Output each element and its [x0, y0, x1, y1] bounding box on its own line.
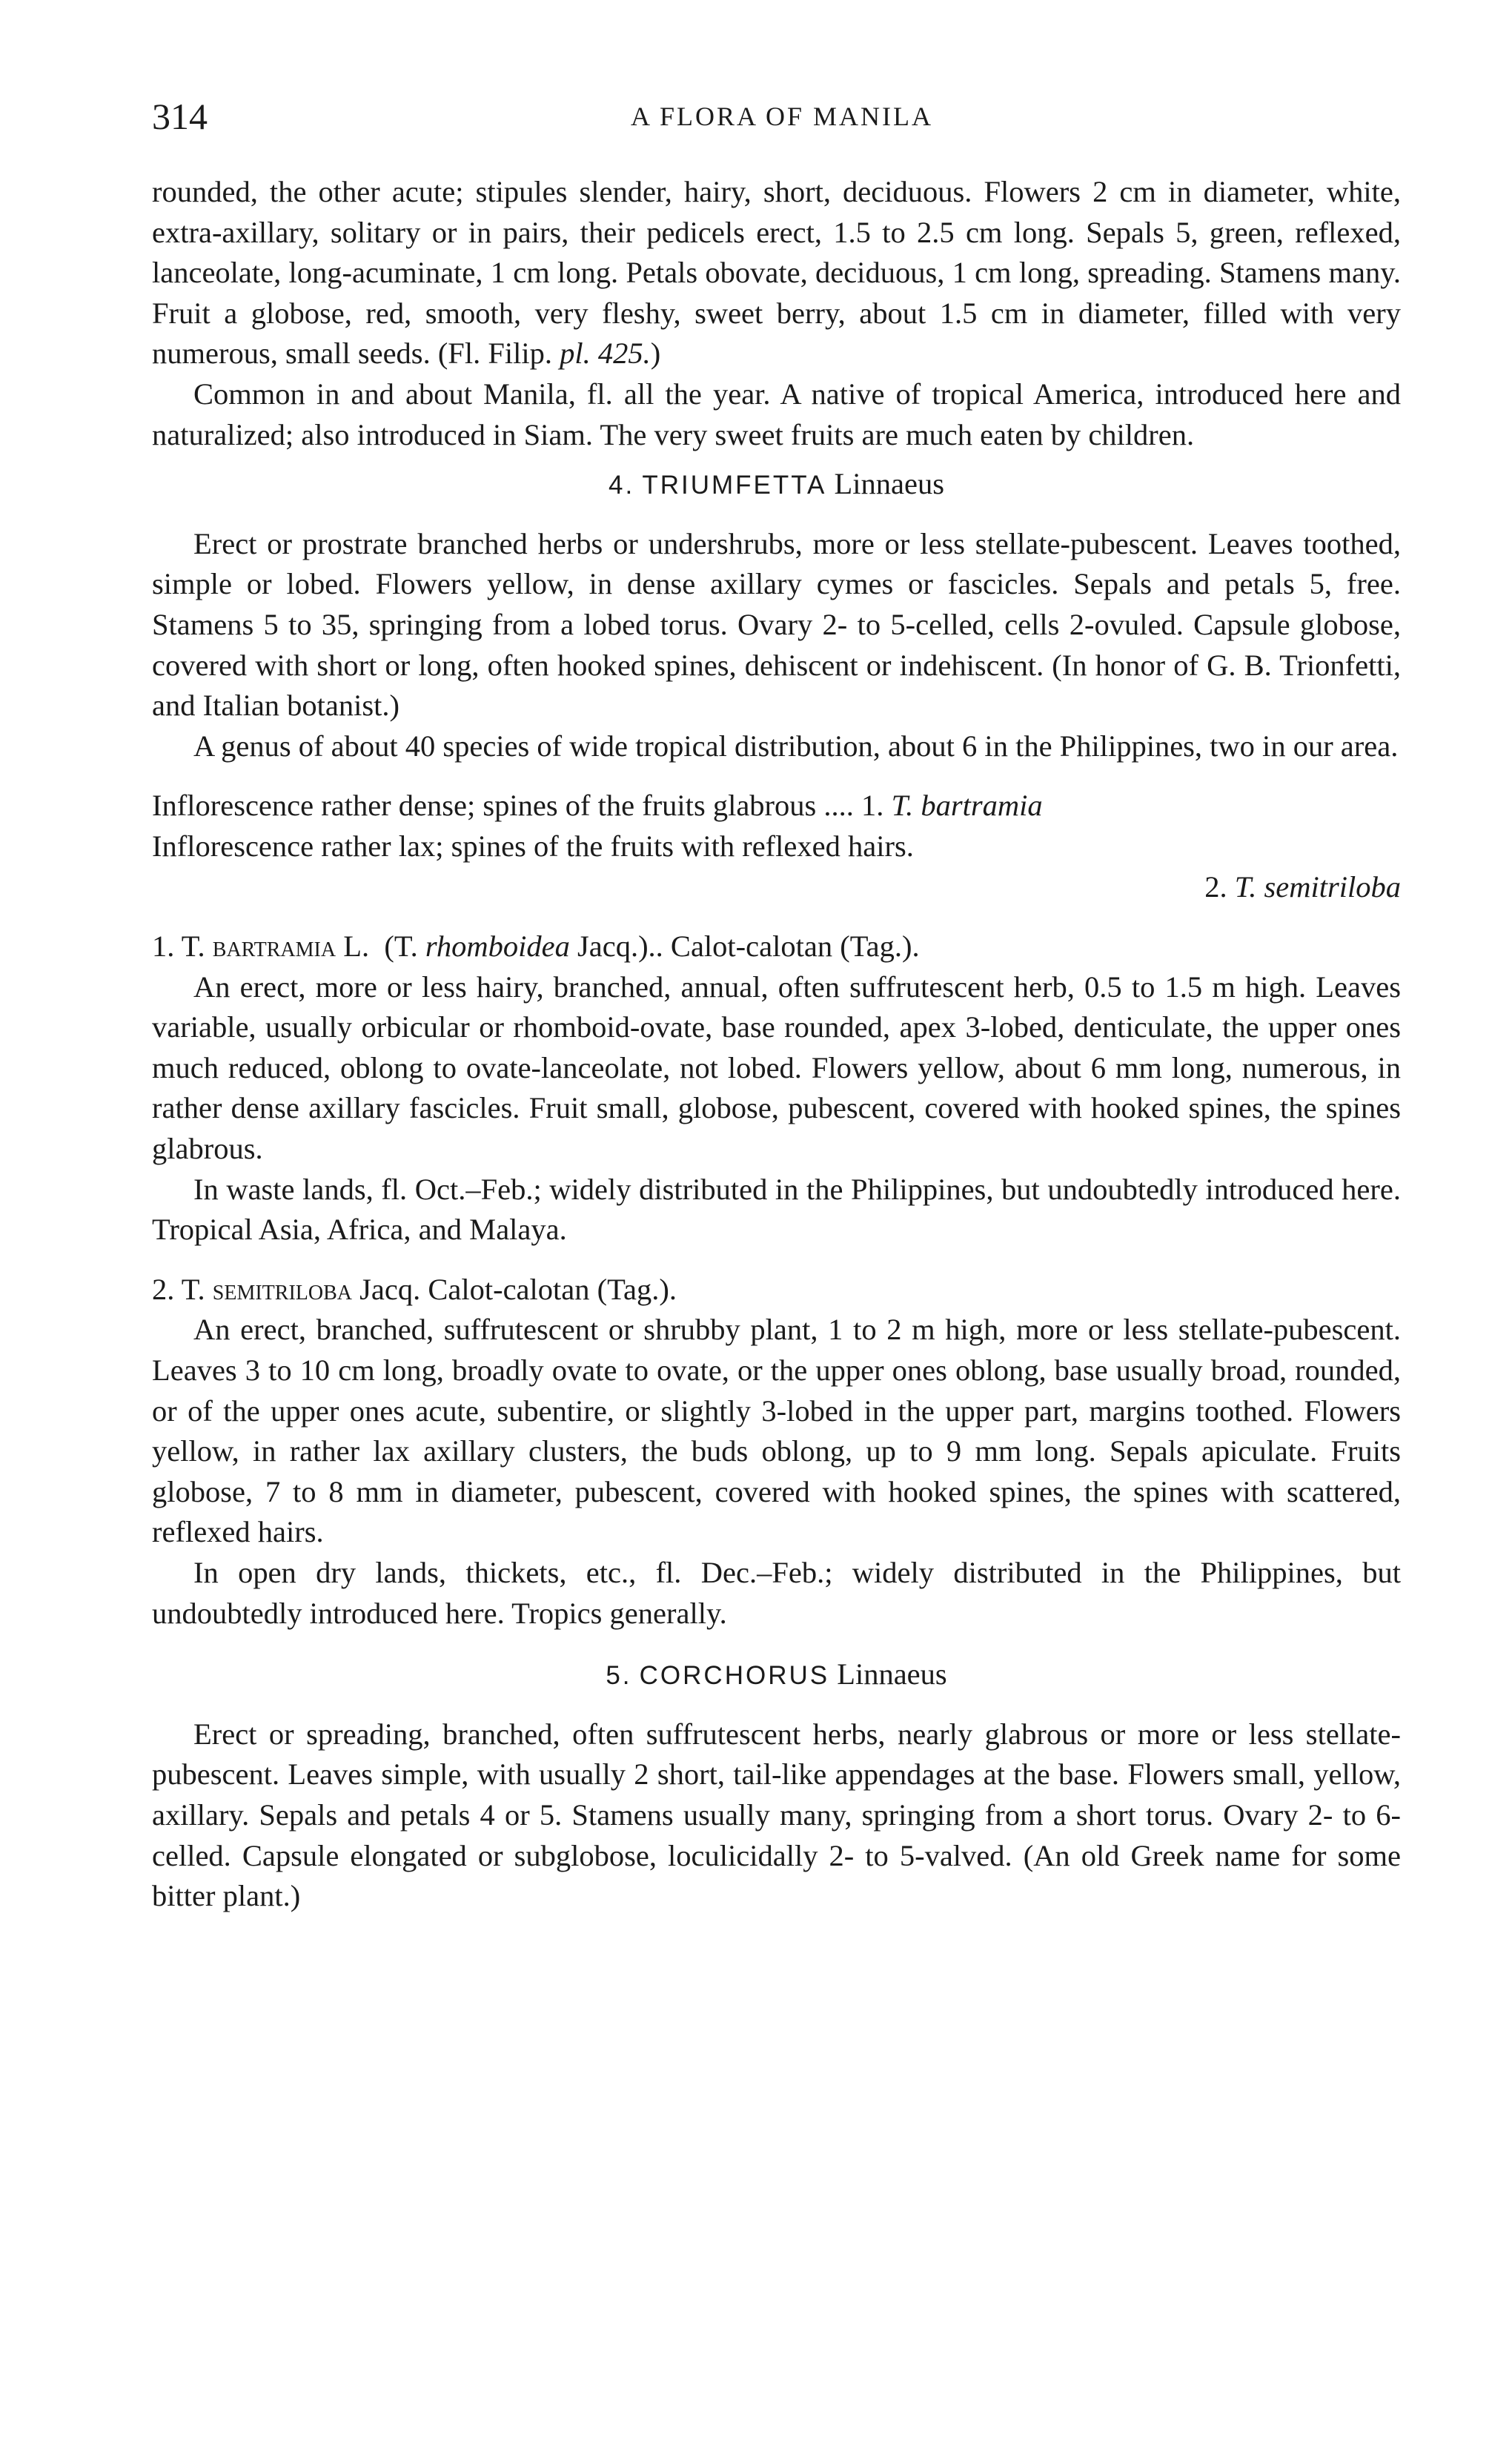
species-key: [152, 786, 1401, 907]
species-description-semitriloba: An erect, branched, suffrutescent or shrubby plant, 1 to 2 m high, more or less stellate-pubescent. Leaves 3 to 10 cm long, broadly ovate to ovate, or the upper ones oblong, base usually broad, rounded, or of the upper ones acute, subentire, or slightly 3-lobed in the upper part, margins toothed. Flowers yellow, in rather lax axillary clusters, the buds oblong, up to 9 mm long. Sepals apiculate. Fruits globose, 7 to 8 mm in diameter, pubescent, covered with hooked spines, the spines with scattered, reflexed hairs.: [152, 1313, 1401, 1549]
synonym-name: rhomboidea: [425, 929, 570, 964]
paren-close: ): [650, 337, 661, 371]
key-line-2-target: [152, 867, 1401, 908]
synonym-close: Jacq.).. Calot-calotan (Tag.).: [577, 929, 920, 964]
genus-name: CORCHORUS: [639, 1661, 830, 1691]
synonym-open: (T.: [384, 929, 418, 964]
genus-author: Linnaeus: [837, 1657, 947, 1691]
page-body: [152, 172, 1401, 1917]
plate-reference: pl. 425.: [560, 337, 651, 371]
species-number: 2. T.: [152, 1272, 205, 1306]
genus-author: Linnaeus: [834, 467, 944, 501]
species-heading-semitriloba: [152, 1270, 1401, 1310]
species-epithet: bartramia: [212, 929, 336, 964]
continued-description: [152, 172, 1401, 374]
page-number: 314: [152, 96, 208, 137]
genus-description-corchorus: Erect or spreading, branched, often suffrutescent herbs, nearly glabrous or more or less stellate-pubescent. Leaves simple, with usually 2 short, tail-like appendages at the base. Flowers small, yellow, axillary. Sepals and petals 4 or 5. Stamens usually many, springing from a short torus. Ovary 2- to 6-celled. Capsule elongated or subglobose, loculicidally 2- to 5-valved. (An old Greek name for some bitter plant.): [152, 1717, 1401, 1913]
key-line-2: Inflorescence rather lax; spines of the fruits with reflexed hairs.: [152, 829, 914, 863]
species-author: L.: [343, 929, 370, 964]
genus-number: 4.: [609, 471, 635, 500]
genus-heading-triumfetta: [152, 464, 1401, 506]
habitat-paragraph: Common in and about Manila, fl. all the year. A native of tropical America, introduced here and naturalized; also introduced in Siam. The very sweet fruits are much eaten by children.: [152, 377, 1401, 451]
key-line-1-taxon: T. bartramia: [891, 789, 1043, 823]
key-line-2-taxon: T. semitriloba: [1234, 869, 1401, 904]
species-habitat-bartramia: In waste lands, fl. Oct.–Feb.; widely distributed in the Philippines, but undoubtedly introduced here. Tropical Asia, Africa, and Malaya.: [152, 1172, 1401, 1247]
genus-description-triumfetta: Erect or prostrate branched herbs or undershrubs, more or less stellate-pubescent. Leaves toothed, simple or lobed. Flowers yellow, in dense axillary cymes or fascicles. Sepals and petals 5, free. Stamens 5 to 35, springing from a lobed torus. Ovary 2- to 5-celled, cells 2-ovuled. Capsule globose, covered with short or long, often hooked spines, dehiscent or indehiscent. (In honor of G. B. Trionfetti, and Italian botanist.): [152, 526, 1401, 723]
running-title: A FLORA OF MANILA: [630, 102, 934, 131]
genus-name: TRIUMFETTA: [642, 471, 827, 500]
key-line-1: [152, 786, 1401, 826]
genus-number: 5.: [606, 1661, 632, 1691]
species-author-common: Jacq. Calot-calotan (Tag.).: [359, 1272, 677, 1306]
key-line-1-text: Inflorescence rather dense; spines of the fruits glabrous .... 1.: [152, 789, 884, 823]
genus-distribution-triumfetta: A genus of about 40 species of wide tropical distribution, about 6 in the Philippines, two in our area.: [193, 729, 1399, 763]
key-line-2-ref: 2.: [1204, 869, 1227, 904]
species-habitat-semitriloba: In open dry lands, thickets, etc., fl. Dec.–Feb.; widely distributed in the Philippines, but undoubtedly introduced here. Tropics generally.: [152, 1556, 1401, 1630]
species-epithet: semitriloba: [212, 1272, 352, 1306]
continued-description-text: rounded, the other acute; stipules slender, hairy, short, deciduous. Flowers 2 cm in diameter, white, extra-axillary, solitary or in pairs, their pedicels erect, 1.5 to 2.5 cm long. Sepals 5, green, reflexed, lanceolate, long-acuminate, 1 cm long. Petals obovate, deciduous, 1 cm long, spreading. Stamens many. Fruit a globose, red, smooth, very fleshy, sweet berry, about 1.5 cm in diameter, filled with very numerous, small seeds. (Fl. Filip.: [152, 175, 1401, 371]
species-description-bartramia: An erect, more or less hairy, branched, annual, often suffrutescent herb, 0.5 to 1.5 m high. Leaves variable, usually orbicular or rhomboid-ovate, base rounded, apex 3-lobed, denticulate, the upper ones much reduced, oblong to ovate-lanceolate, not lobed. Flowers yellow, about 6 mm long, numerous, in rather dense axillary fascicles. Fruit small, globose, pubescent, covered with hooked spines, the spines glabrous.: [152, 970, 1401, 1166]
species-number: 1. T.: [152, 929, 205, 964]
page-header: [152, 95, 1412, 147]
species-heading-bartramia: [152, 927, 1401, 967]
genus-heading-corchorus: [152, 1654, 1401, 1697]
